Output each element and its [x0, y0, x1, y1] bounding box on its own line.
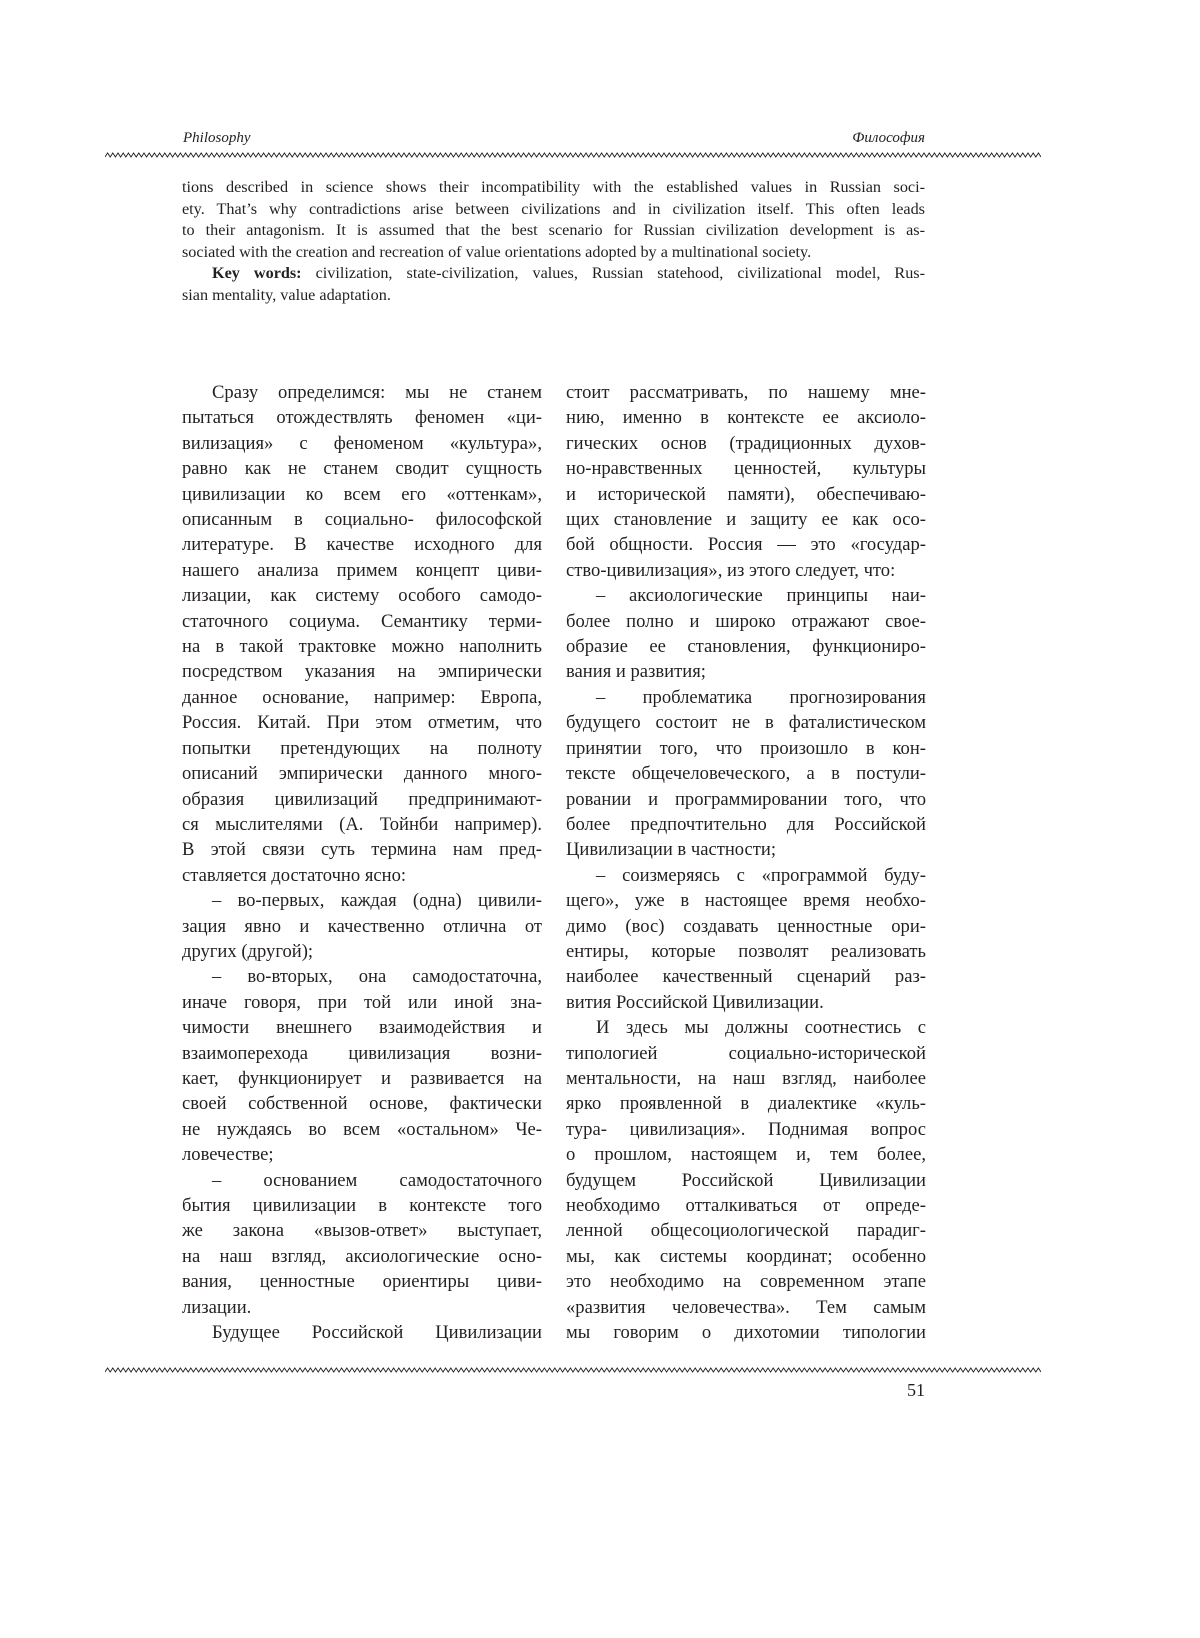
text-line: вания, ценностные ориентиры циви- [182, 1269, 542, 1294]
text-line: – проблематика прогнозирования [566, 685, 926, 710]
abstract-line: sociated with the creation and recreation of value orientations adopted by a multinational society. [182, 242, 925, 264]
text-line: ловечестве; [182, 1142, 542, 1167]
text-line: наиболее качественный сценарий раз- [566, 964, 926, 989]
text-line: на наш взгляд, аксиологические осно- [182, 1244, 542, 1269]
text-line: – во-вторых, она самодостаточна, [182, 964, 542, 989]
text-line: щих становление и защиту ее как осо- [566, 507, 926, 532]
text-line: бой общности. Россия — это «государ- [566, 532, 926, 557]
keywords-line [182, 285, 925, 307]
text-line: нашего анализа примем концепт циви- [182, 558, 542, 583]
paragraph [182, 1168, 542, 1320]
text-line: мы говорим о дихотомии типологии [566, 1320, 926, 1345]
text-line: о прошлом, настоящем и, тем более, [566, 1142, 926, 1167]
text-line: ментальности, на наш взгляд, наиболее [566, 1066, 926, 1091]
text-line: будущего состоит не в фаталистическом [566, 710, 926, 735]
text-line: Сразу определимся: мы не станем [182, 380, 542, 405]
abstract [182, 177, 925, 307]
text-line: данное основание, например: Европа, [182, 685, 542, 710]
text-line: типологией социально-исторической [566, 1041, 926, 1066]
text-line: принятии того, что произошло в кон- [566, 736, 926, 761]
text-line: кает, функционирует и развивается на [182, 1066, 542, 1091]
text-line: Россия. Китай. При этом отметим, что [182, 710, 542, 735]
running-header-right: Философия [852, 130, 925, 147]
text-line: попытки претендующих на полноту [182, 736, 542, 761]
paragraph [566, 685, 926, 863]
text-line: гических основ (традиционных духов- [566, 431, 926, 456]
text-line: но-нравственных ценностей, культуры [566, 456, 926, 481]
text-line: – соизмеряясь с «программой буду- [566, 863, 926, 888]
text-line: В этой связи суть термина нам пред- [182, 837, 542, 862]
text-line: вития Российской Цивилизации. [566, 990, 926, 1015]
text-line: не нуждаясь во всем «остальном» Че- [182, 1117, 542, 1142]
paragraph [566, 863, 926, 1015]
text-line: зация явно и качественно отлична от [182, 914, 542, 939]
text-line: стоит рассматривать, по нашему мне- [566, 380, 926, 405]
text-line: образие ее становления, функциониро- [566, 634, 926, 659]
text-line: димо (вос) создавать ценностные ори- [566, 914, 926, 939]
text-line: цивилизации ко всем его «оттенкам», [182, 482, 542, 507]
text-line: пытаться отождествлять феномен «ци- [182, 405, 542, 430]
text-line: литературе. В качестве исходного для [182, 532, 542, 557]
text-line: вилизация» с феноменом «культура», [182, 431, 542, 456]
abstract-line: to their antagonism. It is assumed that the best scenario for Russian civilization development is as- [182, 220, 925, 242]
text-line: ся мыслителями (А. Тойнби например). [182, 812, 542, 837]
text-line: иначе говоря, при той или иной зна- [182, 990, 542, 1015]
keywords-label: Key words: [212, 264, 302, 282]
text-line: это необходимо на современном этапе [566, 1269, 926, 1294]
text-line: Будущее Российской Цивилизации [182, 1320, 542, 1345]
text-line: лизации. [182, 1295, 542, 1320]
text-line: ставляется достаточно ясно: [182, 863, 542, 888]
text-line: статочного социума. Семантику терми- [182, 609, 542, 634]
body-column-right [566, 380, 926, 1345]
top-zigzag-rule [105, 151, 1041, 159]
text-line: «развития человечества». Тем самым [566, 1295, 926, 1320]
keywords-line [182, 263, 925, 285]
text-line: Цивилизации в частности; [566, 837, 926, 862]
text-line: ярко проявленной в диалектике «куль- [566, 1091, 926, 1116]
keywords-text: civilization, state-civilization, values, Russian statehood, civilizational model, Rus- [302, 264, 925, 282]
text-line: своей собственной основе, фактически [182, 1091, 542, 1116]
text-line: – во-первых, каждая (одна) цивили- [182, 888, 542, 913]
body-column-left [182, 380, 542, 1345]
text-line: мы, как системы координат; особенно [566, 1244, 926, 1269]
running-header-left: Philosophy [183, 130, 251, 147]
text-line: посредством указания на эмпирически [182, 659, 542, 684]
text-line: и исторической памяти), обеспечиваю- [566, 482, 926, 507]
text-line: – основанием самодостаточного [182, 1168, 542, 1193]
text-line: лизации, как систему особого самодо- [182, 583, 542, 608]
text-line: других (другой); [182, 939, 542, 964]
text-line: взаимоперехода цивилизация возни- [182, 1041, 542, 1066]
text-line: же закона «вызов-ответ» выступает, [182, 1218, 542, 1243]
text-line: необходимо отталкиваться от опреде- [566, 1193, 926, 1218]
paragraph [566, 1015, 926, 1345]
paragraph [182, 380, 542, 888]
text-line: образия цивилизаций предпринимают- [182, 787, 542, 812]
text-line: – аксиологические принципы наи- [566, 583, 926, 608]
text-line: вания и развития; [566, 659, 926, 684]
text-line: чимости внешнего взаимодействия и [182, 1015, 542, 1040]
text-line: ленной общесоциологической парадиг- [566, 1218, 926, 1243]
text-line: нию, именно в контексте ее аксиоло- [566, 405, 926, 430]
paragraph [566, 583, 926, 685]
text-line: более полно и широко отражают свое- [566, 609, 926, 634]
text-line: ровании и программировании того, что [566, 787, 926, 812]
text-line: бытия цивилизации в контексте того [182, 1193, 542, 1218]
text-line: описаний эмпирически данного много- [182, 761, 542, 786]
page-number: 51 [907, 1380, 925, 1401]
abstract-line: tions described in science shows their incompatibility with the established values in Russian soci- [182, 177, 925, 199]
text-line: тексте общечеловеческого, а в постули- [566, 761, 926, 786]
paragraph [182, 888, 542, 964]
abstract-line: ety. That’s why contradictions arise between civilizations and in civilization itself. This often leads [182, 199, 925, 221]
text-line: И здесь мы должны соотнестись с [566, 1015, 926, 1040]
text-line: щего», уже в настоящее время необхо- [566, 888, 926, 913]
text-line: описанным в социально- философской [182, 507, 542, 532]
paragraph [182, 964, 542, 1167]
text-line: более предпочтительно для Российской [566, 812, 926, 837]
text-line: ентиры, которые позволят реализовать [566, 939, 926, 964]
text-line: тура- цивилизация». Поднимая вопрос [566, 1117, 926, 1142]
bottom-zigzag-rule [105, 1366, 1041, 1374]
text-line: равно как не станем сводит сущность [182, 456, 542, 481]
paragraph [566, 380, 926, 583]
paragraph [182, 1320, 542, 1345]
text-line: на в такой трактовке можно наполнить [182, 634, 542, 659]
keywords-text: sian mentality, value adaptation. [182, 286, 391, 304]
text-line: будущем Российской Цивилизации [566, 1168, 926, 1193]
text-line: ство-цивилизация», из этого следует, что: [566, 558, 926, 583]
